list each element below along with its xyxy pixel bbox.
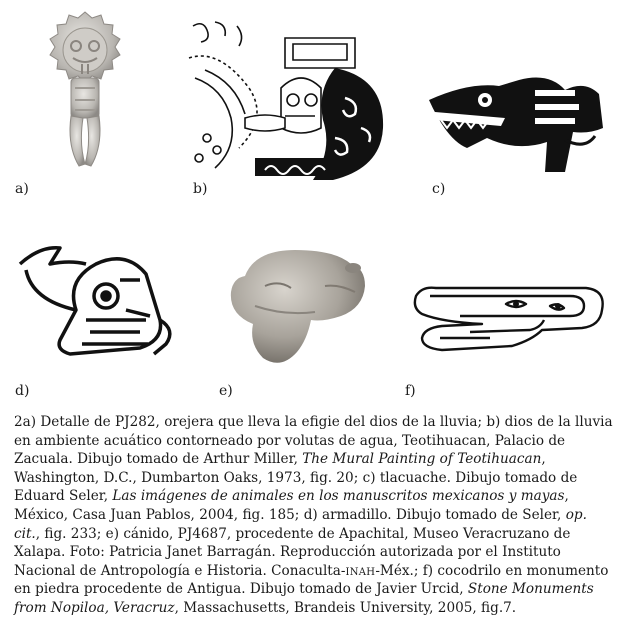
caption-text-4: , fig. 233; e) cánido, PJ4687, procedente de Apachital, Museo Veracruzano de Xalapa. Foto: Patricia Janet Barragán. Reproducción autorizada por el Instituto Nacional de Antropología e Historia. Conaculta-: [14, 525, 571, 579]
figure-a-earspool-photo: [35, 8, 135, 173]
figure-b-rain-god-drawing: [185, 18, 385, 180]
panel-label-c: c): [432, 181, 446, 197]
panel-label-b: b): [193, 181, 208, 197]
caption-title-imagenes: Las imágenes de animales en los manuscritos mexicanos y mayas: [112, 488, 565, 505]
caption-text-4b: -Méx.; f) cocodrilo en monumento en piedra procedente de Antigua. Dibujo tomado de Javier Urcid,: [14, 562, 609, 598]
panel-label-d: d): [15, 383, 30, 399]
figure-caption: [14, 413, 616, 618]
caption-text-3: , México, Casa Juan Pablos, 2004, fig. 185; d) armadillo. Dibujo tomado de Seler,: [14, 488, 569, 523]
panel-label-f: f): [405, 383, 416, 399]
panel-label-e: e): [219, 383, 233, 399]
figure-c-opossum-drawing: [425, 60, 610, 180]
caption-text-5: , Massachusetts, Brandeis University, 2005, fig.7.: [174, 599, 517, 616]
caption-inah: inah: [345, 562, 376, 579]
caption-title-stone-monuments: Stone Monuments from Nopiloa, Veracruz: [14, 581, 594, 616]
caption-title-mural-painting: The Mural Painting of Teotihuacan: [302, 451, 542, 468]
caption-text-1: 2a) Detalle de PJ282, orejera que lleva la efigie del dios de la lluvia; b) dios de la lluvia en ambiente acuático contorneado por volutas de agua, Teotihuacan, Palacio de Zacuala. Dibujo tomado de Arthur Miller,: [14, 414, 613, 468]
figure-f-crocodile-drawing: [410, 282, 610, 354]
figure-d-armadillo-drawing: [10, 240, 180, 375]
caption-op-cit: op. cit.: [14, 506, 587, 542]
figure-e-canid-photo: [225, 246, 370, 378]
panel-label-a: a): [15, 181, 29, 197]
caption-text-2: , Washington, D.C., Dumbarton Oaks, 1973, fig. 20; c) tlacuache. Dibujo tomado de Eduard Seler,: [14, 451, 578, 505]
